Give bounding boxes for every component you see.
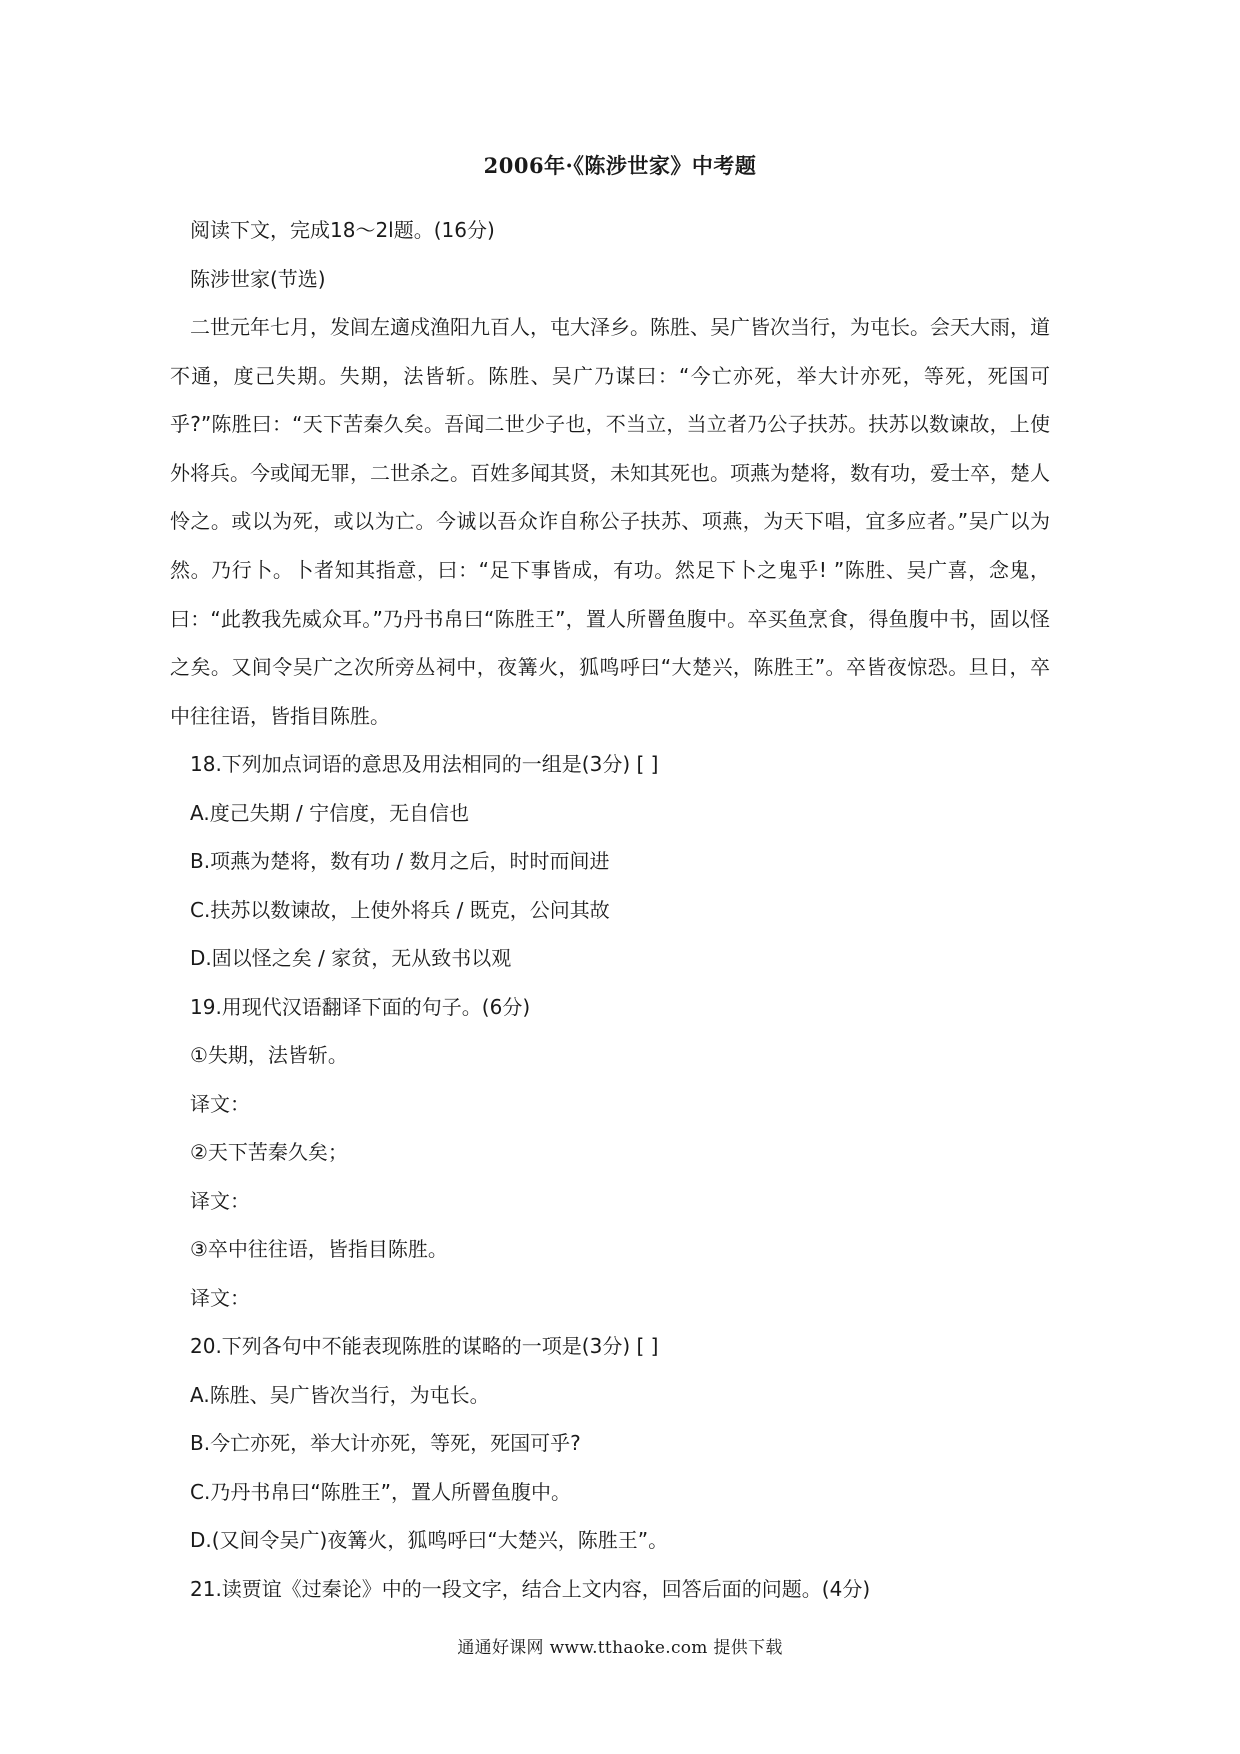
- question-20-option-a: A.陈胜、吴广皆次当行，为屯长。: [190, 1382, 490, 1407]
- page-footer: 通通好课网 www.tthaoke.com 提供下载: [457, 1638, 783, 1658]
- page-title: 2006年·《陈涉世家》中考题: [483, 153, 757, 178]
- question-18-option-c: C.扶苏以数谏故，上使外将兵 / 既克，公问其故: [190, 897, 610, 922]
- section-title: 陈涉世家(节选): [190, 266, 326, 291]
- document-body: [170, 206, 1070, 1613]
- question-19-answer-label-1: 译文：: [190, 1091, 250, 1116]
- passage-text: 二世元年七月，发闾左適戍渔阳九百人，屯大泽乡。陈胜、吴广皆次当行，为屯长。会天大雨，道不通，度己失期。失期，法皆斩。陈胜、吴广乃谋曰：“今亡亦死，举大计亦死，等死，死国可乎?”陈胜曰：“天下苦秦久矣。吾闻二世少子也，不当立，当立者乃公子扶苏。扶苏以数谏故，上使外将兵。今或闻无罪，二世杀之。百姓多闻其贤，未知其死也。项燕为楚将，数有功，爱士卒，楚人怜之。或以为死，或以为亡。今诚以吾众诈自称公子扶苏、项燕，为天下唱，宜多应者。”吴广以为然。乃行卜。卜者知其指意，曰：“足下事皆成，有功。然足下卜之鬼乎! ”陈胜、吴广喜，念鬼，曰：“此教我先威众耳。”乃丹书帛曰“陈胜王”，置人所罾鱼腹中。卒买鱼烹食，得鱼腹中书，固以怪之矣。又间令吴广之次所旁丛祠中，夜篝火，狐鸣呼曰“大楚兴，陈胜王”。卒皆夜惊恐。旦日，卒中往往语，皆指目陈胜。: [170, 315, 1050, 728]
- question-19-stem: 19.用现代汉语翻译下面的句子。(6分): [190, 994, 531, 1019]
- question-19-sentence-3: ③卒中往往语，皆指目陈胜。: [190, 1237, 448, 1262]
- question-20-stem: 20.下列各句中不能表现陈胜的谋略的一项是(3分) [ ]: [190, 1334, 659, 1359]
- question-19-answer-label-3: 译文：: [190, 1285, 250, 1310]
- question-20-option-c: C.乃丹书帛曰“陈胜王”，置人所罾鱼腹中。: [190, 1479, 572, 1504]
- question-18-option-b: B.项燕为楚将，数有功 / 数月之后，时时而间进: [190, 849, 610, 874]
- question-19-sentence-1: ①失期，法皆斩。: [190, 1043, 348, 1068]
- question-19-sentence-2: ②天下苦秦久矣；: [190, 1140, 348, 1165]
- intro-text: 阅读下文，完成18～2l题。(16分): [190, 218, 495, 242]
- question-20-option-d: D.(又间令吴广)夜篝火，狐鸣呼曰“大楚兴，陈胜王”。: [190, 1528, 669, 1553]
- question-20-option-b: B.今亡亦死，举大计亦死，等死，死国可乎?: [190, 1431, 581, 1456]
- question-18-stem: 18.下列加点词语的意思及用法相同的一组是(3分) [ ]: [190, 752, 659, 777]
- question-18-option-a: A.度己失期 / 宁信度，无自信也: [190, 800, 470, 825]
- question-21-stem: 21.读贾谊《过秦论》中的一段文字，结合上文内容，回答后面的问题。(4分): [190, 1576, 871, 1601]
- question-18-option-d: D.固以怪之矣 / 家贫，无从致书以观: [190, 946, 512, 971]
- question-19-answer-label-2: 译文：: [190, 1188, 250, 1213]
